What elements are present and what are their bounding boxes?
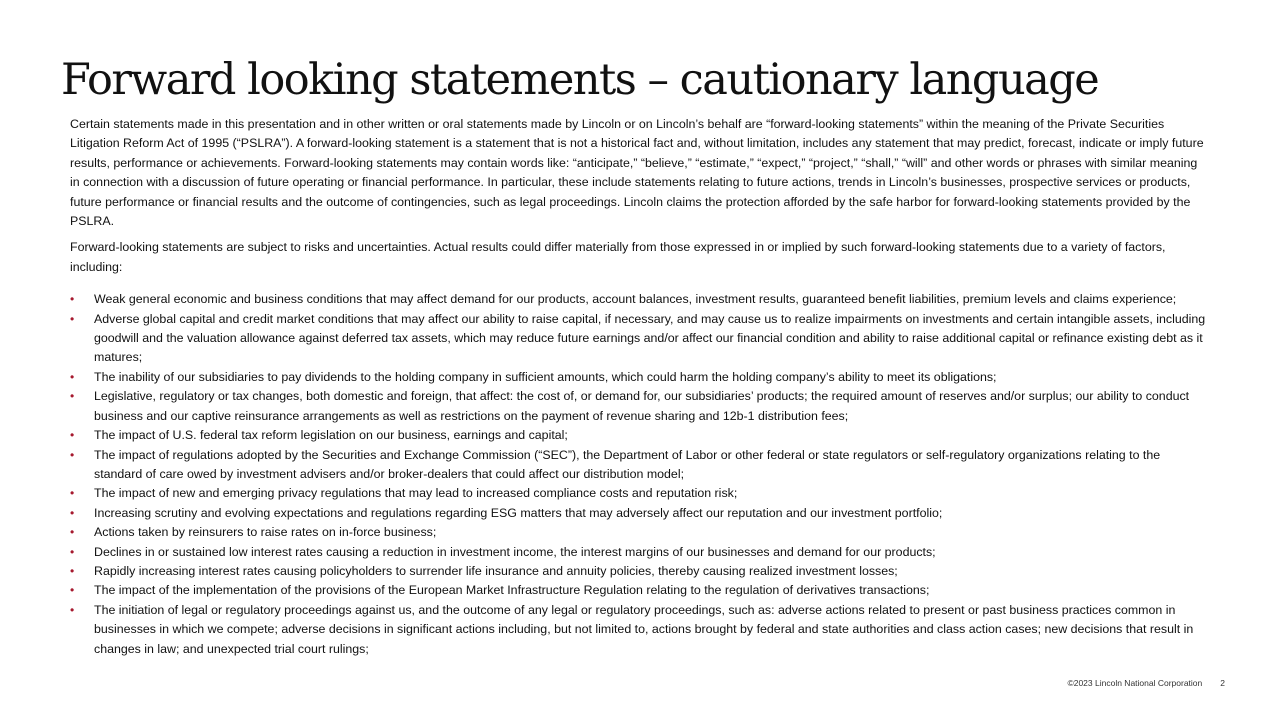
bullet-icon: • [70, 428, 75, 443]
risk-factor-text: Legislative, regulatory or tax changes, both domestic and foreign, that affect: the cost of, or demand for, our subsidiaries’ products; the required amount of reserves and/or surplus; our ability to conduct business and our captive reinsurance arrangements as well as restrictions on the payment of revenue sharing and 12b-1 distribution fees; [94, 389, 1190, 423]
risk-factor-text: The impact of U.S. federal tax reform legislation on our business, earnings and capital; [94, 428, 568, 443]
risk-factor-text: The inability of our subsidiaries to pay dividends to the holding company in sufficient amounts, which could harm the holding company’s ability to meet its obligations; [94, 369, 997, 384]
risk-factor-item [70, 387, 1210, 426]
risk-factor-text: Weak general economic and business conditions that may affect demand for our products, account balances, investment results, guaranteed benefit liabilities, premium levels and claims experience; [94, 292, 1177, 307]
risk-factor-text: The impact of the implementation of the provisions of the European Market Infrastructure Regulation relating to the regulation of derivatives transactions; [94, 583, 930, 598]
risk-factor-text: Increasing scrutiny and evolving expectations and regulations regarding ESG matters that may adversely affect our reputation and our investment portfolio; [94, 505, 943, 520]
risk-intro-paragraph: Forward-looking statements are subject to risks and uncertainties. Actual results could differ materially from those expressed in or implied by such forward-looking statements due to a variety of factors, including: [70, 240, 1166, 274]
bullet-icon: • [70, 389, 75, 404]
risk-factor-item [70, 310, 1210, 368]
risk-factor-item [70, 562, 1210, 581]
risk-factor-item [70, 543, 1210, 562]
risk-factor-text: The impact of new and emerging privacy regulations that may lead to increased compliance costs and reputation risk; [94, 486, 738, 501]
slide-body [70, 115, 1210, 659]
risk-factor-text: The impact of regulations adopted by the Securities and Exchange Commission (“SEC”), the Department of Labor or other federal or state regulators or self-regulatory organizations relating to the standard of care owed by investment advisers and/or broker-dealers that could affect our distribution model; [94, 447, 1161, 481]
page-number: 2 [1220, 678, 1225, 688]
risk-factor-list [70, 290, 1210, 659]
risk-factor-item [70, 581, 1210, 600]
bullet-icon: • [70, 447, 75, 462]
risk-factor-text: Actions taken by reinsurers to raise rates on in-force business; [94, 525, 437, 540]
bullet-icon: • [70, 292, 75, 307]
bullet-icon: • [70, 369, 75, 384]
copyright-notice: ©2023 Lincoln National Corporation [1067, 678, 1203, 688]
bullet-icon: • [70, 544, 75, 559]
risk-factor-item [70, 523, 1210, 542]
bullet-icon: • [70, 311, 75, 326]
slide-title: Forward looking statements – cautionary language [61, 55, 1099, 105]
risk-factor-item [70, 504, 1210, 523]
risk-factor-item [70, 601, 1210, 659]
risk-factor-item [70, 484, 1210, 503]
risk-factor-text: The initiation of legal or regulatory proceedings against us, and the outcome of any legal or regulatory proceedings, such as: adverse actions related to present or past business practices common in businesses in which we compete; adverse decisions in significant actions including, but not limited to, actions brought by federal and state authorities and class action cases; new decisions that result in changes in law; and unexpected trial court rulings; [94, 602, 1194, 656]
bullet-icon: • [70, 525, 75, 540]
risk-factor-text: Adverse global capital and credit market conditions that may affect our ability to raise capital, if necessary, and may cause us to realize impairments on investments and certain intangible assets, including goodwill and the valuation allowance against deferred tax assets, which may reduce future earnings and/or affect our financial condition and ability to raise additional capital or refinance existing debt as it matures; [94, 311, 1206, 365]
bullet-icon: • [70, 602, 75, 617]
bullet-icon: • [70, 486, 75, 501]
bullet-icon: • [70, 505, 75, 520]
risk-factor-item [70, 368, 1210, 387]
bullet-icon: • [70, 563, 75, 578]
slide-footer [1067, 678, 1225, 688]
risk-factor-text: Rapidly increasing interest rates causing policyholders to surrender life insurance and annuity policies, thereby causing realized investment losses; [94, 563, 898, 578]
risk-factor-item [70, 446, 1210, 485]
risk-factor-item [70, 426, 1210, 445]
intro-paragraph: Certain statements made in this presentation and in other written or oral statements made by Lincoln or on Lincoln’s behalf are “forward-looking statements” within the meaning of the Private Securities Litigation Reform Act of 1995 (“PSLRA”). A forward-looking statement is a statement that is not a historical fact and, without limitation, includes any statement that may predict, forecast, indicate or imply future results, performance or achievements. Forward-looking statements may contain words like: “anticipate,” “believe,” “estimate,” “expect,” “project,” “shall,” “will” and other words or phrases with similar meaning in connection with a discussion of future operating or financial performance. In particular, these include statements relating to future actions, trends in Lincoln’s businesses, prospective services or products, future performance or financial results and the outcome of contingencies, such as legal proceedings. Lincoln claims the protection afforded by the safe harbor for forward-looking statements provided by the PSLRA. [70, 117, 1204, 229]
bullet-icon: • [70, 583, 75, 598]
risk-factor-text: Declines in or sustained low interest rates causing a reduction in investment income, the interest margins of our businesses and demand for our products; [94, 544, 936, 559]
risk-factor-item [70, 290, 1210, 309]
